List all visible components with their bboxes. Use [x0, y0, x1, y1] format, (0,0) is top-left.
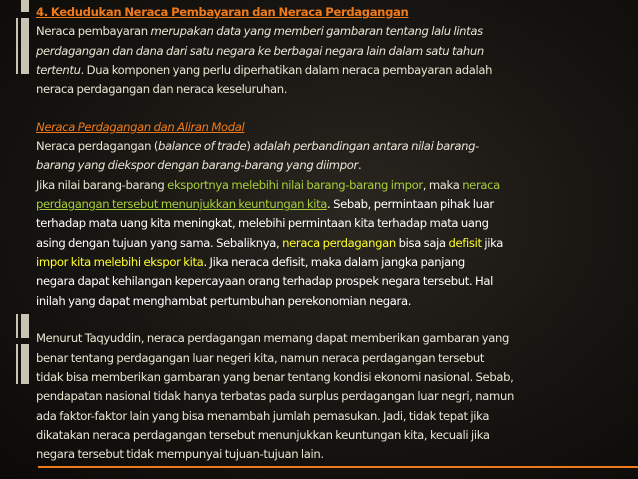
text-span: jika [481, 235, 504, 250]
text-span: ada faktor-faktor lain yang bisa menambah jumlah pemasukan. Jadi, tidak tepat jika [36, 408, 490, 423]
text-span: perdagangan dan dana dari satu negara ke berbagai negara lain dalam satu tahun [36, 43, 484, 58]
text-span: ) [246, 139, 254, 154]
text-span: . [357, 158, 362, 173]
section-heading [36, 3, 630, 22]
bottom-accent-line [38, 466, 638, 468]
text-span: negara dapat kehilangan kepercayaan orang terhadap prospek negara tersebut. Hal [36, 274, 494, 289]
text-span: neraca perdagangan dan neraca keseluruhan. [36, 82, 288, 97]
deco-bar [21, 0, 29, 12]
deco-thin-line [16, 344, 18, 384]
text-span: . Sebab, permintaan pihak luar [327, 197, 494, 212]
subsection-heading-text: Neraca Perdagangan dan Aliran Modal [36, 119, 245, 134]
text-span: benar tentang perdagangan luar negeri kita, namun neraca perdagangan tersebut [36, 350, 485, 365]
text-span: . Dua komponen yang perlu diperhatikan dalam neraca pembayaran adalah [80, 63, 493, 78]
paragraph-taqyuddin [36, 329, 630, 464]
text-span: barang yang diekspor dengan barang-barang yang diimpor [36, 158, 358, 173]
text-span: asing dengan tujuan yang sama. Sebaliknya, [36, 235, 283, 250]
text-span: Jika nilai barang-barang [36, 177, 168, 192]
text-span: eksportnya [167, 177, 232, 192]
text-span: inilah yang dapat menghambat pertumbuhan perekonomian negara. [36, 293, 412, 308]
text-span: bisa saja [395, 235, 449, 250]
subsection-heading [36, 118, 630, 137]
paragraph-neraca-pembayaran [36, 22, 630, 99]
text-span: balance of trade [158, 139, 247, 154]
left-decoration [0, 0, 30, 479]
text-span: Neraca pembayaran [36, 24, 151, 39]
text-span: tidak bisa memberikan gambaran yang benar tentang kondisi ekonomi nasional. Sebab, [36, 369, 514, 384]
paragraph-surplus-defisit [36, 176, 630, 311]
text-span: neraca [462, 177, 500, 192]
text-span: defisit [448, 235, 482, 250]
text-span: merupakan data yang memberi gambaran tentang lalu lintas [150, 24, 483, 39]
text-span: pendapatan nasional tidak hanya terbatas pada surplus perdagangan luar negri, namun [36, 389, 514, 404]
text-span: Neraca perdagangan ( [36, 139, 158, 154]
text-span: impor kita melebihi ekspor kita [36, 255, 204, 270]
text-span: terhadap mata uang kita meningkat, melebihi permintaan kita terhadap mata uang [36, 216, 489, 231]
paragraph-neraca-perdagangan [36, 137, 630, 176]
text-span: perdagangan tersebut menunjukkan keuntungan kita [36, 197, 328, 212]
deco-thin-line [16, 314, 18, 338]
text-span: negara tersebut tidak mempunyai tujuan-tujuan lain. [36, 447, 324, 462]
section-heading-text: 4. Kedudukan Neraca Pembayaran dan Neraca Perdagangan [36, 5, 409, 19]
deco-bar [21, 314, 29, 338]
deco-bar [21, 18, 29, 74]
text-span: Menurut Taqyuddin, neraca perdagangan memang dapat memberikan gambaran yang [36, 331, 509, 346]
slide-body [36, 3, 630, 465]
deco-thin-line [16, 18, 18, 74]
text-span: dikatakan neraca perdagangan tersebut menunjukkan keuntungan kita, kecuali jika [36, 427, 490, 442]
deco-bar [21, 344, 29, 384]
text-span: tertentu [36, 63, 81, 78]
text-span: . Jika neraca defisit, maka dalam jangka panjang [203, 255, 465, 270]
text-span: adalah perbandingan antara nilai barang- [253, 139, 479, 154]
text-span: melebihi nilai barang-barang impor [231, 177, 423, 192]
text-span: neraca perdagangan [282, 235, 396, 250]
text-span: , maka [422, 177, 463, 192]
